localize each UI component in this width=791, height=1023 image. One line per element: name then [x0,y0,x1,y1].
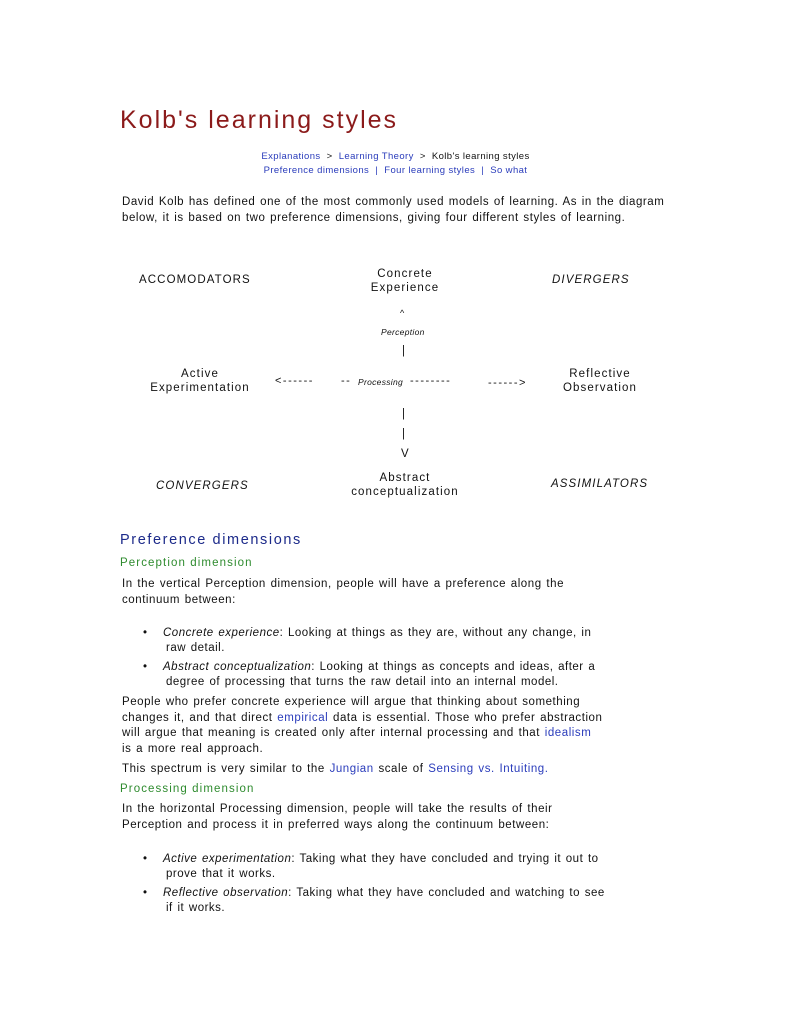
breadcrumb-current: Kolb's learning styles [431,151,530,162]
breadcrumb-link-explanations[interactable]: Explanations [261,151,321,162]
processing-intro-line: In the horizontal Processing dimension, people will take the results of their [122,803,553,815]
text-span: will argue that meaning is created only after internal processing and that [122,727,545,739]
term-abstract-conceptualization: Abstract conceptualization [163,661,312,673]
perception-intro-line: In the vertical Perception dimension, people will have a preference along the [122,578,565,590]
paragraph-line [122,711,682,727]
label-divergers: DIVERGERS [552,274,630,286]
processing-intro [122,802,682,833]
label-concrete-experience [350,268,460,294]
reflective-line: Reflective [569,368,631,380]
link-idealism[interactable]: idealism [544,727,592,739]
arrow-down: V [401,448,410,460]
label-perception: Perception [381,327,425,337]
perception-bullet-list [140,626,680,694]
text-span: This spectrum is very similar to the [122,763,330,775]
label-active-experimentation [140,368,260,394]
subheading-perception-dimension: Perception dimension [120,557,253,569]
list-item [140,886,680,916]
bullet-text: : Looking at things as they are, without any change, in [279,627,592,639]
list-item [140,626,680,656]
bullet-icon: • [143,853,148,865]
subheading-processing-dimension: Processing dimension [120,783,255,795]
bullet-icon: • [143,627,148,639]
sub-navigation [0,164,791,178]
breadcrumb-separator: > [419,151,426,162]
subnav-link-four-learning-styles[interactable]: Four learning styles [384,165,476,176]
label-reflective-observation [550,368,650,394]
link-empirical[interactable]: empirical [277,711,329,724]
processing-bullet-list [140,852,680,920]
experience-line: Experience [370,282,440,294]
breadcrumb-link-learning-theory[interactable]: Learning Theory [338,151,414,162]
perception-intro [122,577,682,608]
bullet-text-continued: degree of processing that turns the raw detail into an internal model. [166,676,559,688]
subnav-link-so-what[interactable]: So what [490,165,528,176]
list-item [140,660,680,690]
breadcrumb-separator: > [326,151,333,162]
label-abstract-conceptualization [340,472,470,498]
term-active-experimentation: Active experimentation [163,853,292,865]
jungian-paragraph [122,762,682,778]
page-title: Kolb's learning styles [120,106,399,134]
text-span: changes it, and that direct [122,711,278,724]
concrete-line: Concrete [377,268,433,280]
vertical-line-mid: | [402,408,407,420]
bullet-icon: • [143,661,148,673]
arrow-left: <------ [275,375,314,387]
paragraph-line [122,726,682,742]
bullet-text-continued: if it works. [166,902,226,914]
conceptualization-line: conceptualization [351,486,459,498]
vertical-line-top: | [402,345,407,357]
label-convergers: CONVERGERS [156,480,249,492]
text-span: scale of [373,763,429,775]
bullet-text-continued: prove that it works. [166,868,276,880]
processing-intro-line: Perception and process it in preferred ways along the continuum between: [122,818,550,831]
link-sensing-vs-intuiting[interactable]: Sensing vs. Intuiting. [428,763,549,775]
concrete-vs-abstract-paragraph [122,695,682,757]
caret-up: ^ [400,308,406,318]
subnav-separator: | [375,165,379,176]
label-assimilators: ASSIMILATORS [551,478,649,490]
breadcrumb [0,150,791,178]
label-processing: Processing [358,377,404,387]
active-line: Active [181,368,219,380]
observation-line: Observation [562,382,638,394]
dash-left: -- [341,375,352,387]
term-reflective-observation: Reflective observation [163,887,289,899]
list-item [140,852,680,882]
subnav-separator: | [481,165,485,176]
link-jungian[interactable]: Jungian [329,763,374,775]
bullet-text-continued: raw detail. [166,642,225,654]
bullet-text: : Taking what they have concluded and watching to see [288,887,605,899]
bullet-text: : Taking what they have concluded and trying it out to [291,853,599,865]
experimentation-line: Experimentation [150,382,250,394]
arrow-right: ------> [488,377,527,389]
bullet-icon: • [143,887,148,899]
label-accomodators: ACCOMODATORS [139,274,251,286]
intro-paragraph: David Kolb has defined one of the most commonly used models of learning. As in the diagram below, it is based on two preference dimensions, giving four different styles of learning. [122,196,665,224]
text-span: data is essential. Those who prefer abstraction [328,711,603,724]
paragraph-line: is a more real approach. [122,742,264,755]
abstract-line: Abstract [379,472,431,484]
bullet-text: : Looking at things as concepts and ideas, after a [311,661,596,673]
term-concrete-experience: Concrete experience [163,627,280,639]
vertical-line-low: | [402,428,407,440]
subnav-link-preference-dimensions[interactable]: Preference dimensions [263,165,370,176]
dash-right: -------- [410,375,452,387]
section-heading-preference-dimensions: Preference dimensions [120,532,302,548]
perception-intro-line: continuum between: [122,593,236,606]
paragraph-line: People who prefer concrete experience will argue that thinking about something [122,696,581,708]
